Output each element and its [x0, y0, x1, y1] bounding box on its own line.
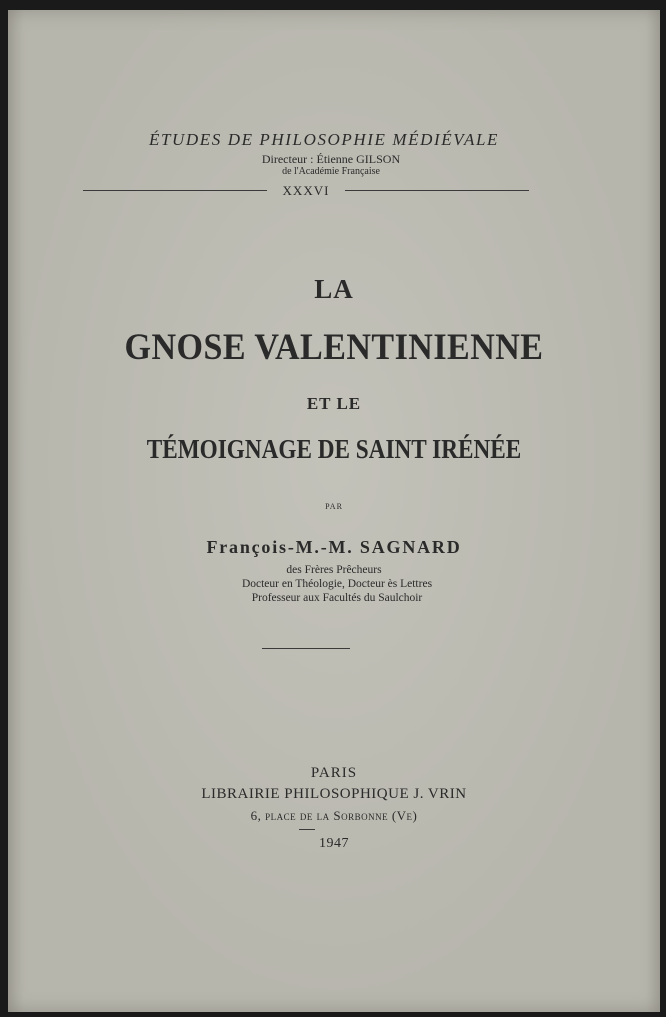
publisher-city: PARIS [310, 765, 358, 781]
author-credential: Docteur en Théologie, Docteur ès Lettres [241, 578, 433, 590]
publisher-name: LIBRAIRIE PHILOSOPHIQUE J. VRIN [201, 786, 467, 802]
author-credential: des Frères Prêcheurs [286, 564, 382, 576]
author-name: François-M.-M. SAGNARD [206, 537, 462, 557]
year-rule [299, 829, 315, 830]
book-subtitle: TÉMOIGNAGE DE SAINT IRÉNÉE [146, 434, 522, 464]
rule-right [345, 190, 529, 191]
volume-number: XXXVI [282, 183, 330, 198]
title-article: LA [314, 274, 354, 304]
series-director: Directeur : Étienne GILSON [261, 152, 401, 166]
publisher-address: 6, place de la Sorbonne (Ve) [250, 808, 418, 823]
by-label: PAR [325, 502, 343, 511]
volume-rule [83, 183, 529, 199]
book-title: GNOSE VALENTINIENNE [124, 327, 544, 368]
director-affiliation: de l'Académie Française [282, 166, 380, 177]
publication-year: 1947 [319, 836, 349, 851]
series-title: ÉTUDES DE PHILOSOPHIE MÉDIÉVALE [148, 130, 500, 149]
divider-rule [262, 648, 350, 649]
title-conjunction: ET LE [306, 394, 362, 413]
book-cover [8, 10, 660, 1012]
author-credential: Professeur aux Facultés du Saulchoir [251, 592, 423, 604]
